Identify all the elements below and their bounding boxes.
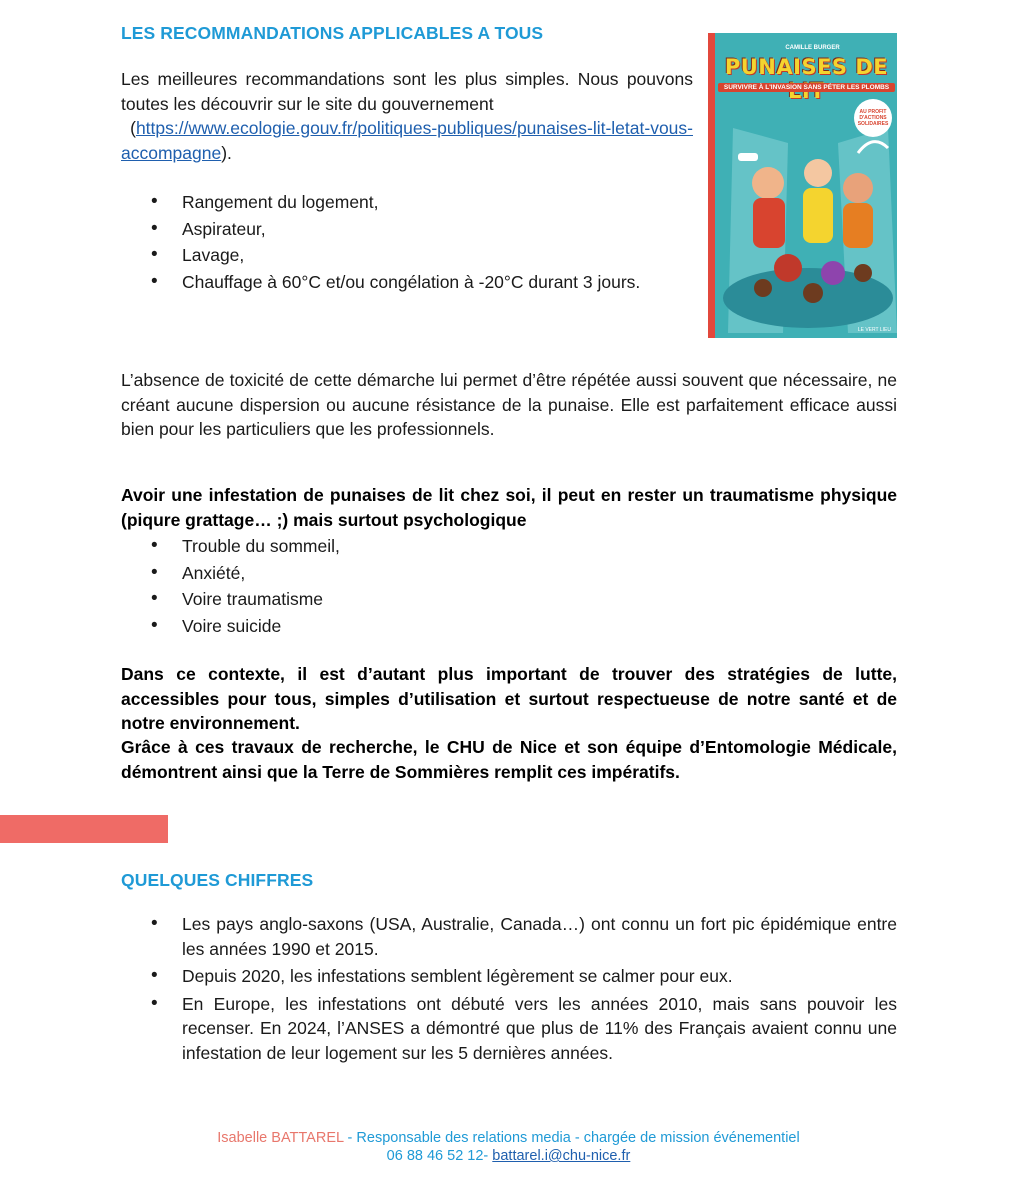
trauma-list — [121, 534, 897, 638]
list-item: • Trouble du sommeil, — [121, 534, 897, 559]
cover-badge: AU PROFIT D'ACTIONS SOLIDAIRES — [854, 99, 892, 137]
list-item: • Anxiété, — [121, 561, 897, 586]
list-item: • Voire traumatisme — [121, 587, 897, 612]
list-item: • Rangement du logement, — [121, 190, 693, 215]
list-item: • Chauffage à 60°C et/ou congélation à -20°C durant 3 jours. — [121, 270, 693, 295]
cover-author: CAMILLE BURGER — [785, 45, 840, 51]
research-paragraph: Grâce à ces travaux de recherche, le CHU de Nice et son équipe d’Entomologie Médicale, démontrent ainsi que la Terre de Sommières remplit ces impératifs. — [121, 737, 897, 782]
section-heading-recommendations: LES RECOMMANDATIONS APPLICABLES A TOUS — [121, 23, 544, 43]
list-item: • Voire suicide — [121, 614, 897, 639]
section-heading-figures: QUELQUES CHIFFRES — [121, 870, 314, 890]
toxicity-paragraph: L’absence de toxicité de cette démarche lui permet d’être répétée aussi souvent que nécessaire, ne créant aucune dispersion ou aucune résistance de la punaise. Elle est parfaitement efficace aussi bien pour les particuliers que les professionnels. — [121, 370, 897, 439]
footer-contact-line — [0, 1130, 1017, 1147]
cover-illustration — [708, 33, 897, 338]
cover-publisher: LE VERT LIEU — [857, 327, 891, 333]
list-item: • En Europe, les infestations ont débuté vers les années 2010, mais sans pouvoir les recenser. En 2024, l’ANSES a démontré que plus de 11% des Français avaient connu une infestation de leur logement sur les 5 dernières années. — [121, 992, 897, 1066]
book-cover-image — [708, 33, 897, 338]
footer-email-link[interactable]: battarel.i@chu-nice.fr — [492, 1148, 631, 1164]
link-open: ( — [130, 118, 136, 138]
cover-subtitle: SURVIVRE À L'INVASION SANS PÉTER LES PLOMBS — [718, 83, 895, 92]
intro-paragraph — [121, 67, 693, 165]
footer-phone-line — [0, 1148, 1017, 1165]
list-item: • Aspirateur, — [121, 217, 693, 242]
list-item: • Les pays anglo-saxons (USA, Australie, Canada…) ont connu un fort pic épidémique entre les années 1990 et 2015. — [121, 912, 897, 961]
intro-text: Les meilleures recommandations sont les plus simples. Nous pouvons toutes les découvrir sur le site du gouvernement — [121, 69, 693, 114]
accent-bar — [0, 815, 168, 843]
footer-phone: 06 88 46 52 12- — [386, 1148, 493, 1164]
context-paragraph: Dans ce contexte, il est d’autant plus important de trouver des stratégies de lutte, accessibles pour tous, simples d’utilisation et surtout respectueuse de notre santé et de notre environnement. — [121, 664, 897, 733]
infestation-intro: Avoir une infestation de punaises de lit chez soi, il peut en rester un traumatisme physique (piqure grattage… ;) mais surtout psychologique — [121, 485, 897, 530]
gouv-link[interactable]: https://www.ecologie.gouv.fr/politiques-publiques/punaises-lit-letat-vous-accompagne — [121, 118, 693, 163]
figures-list — [121, 912, 897, 1065]
list-item: • Depuis 2020, les infestations semblent légèrement se calmer pour eux. — [121, 964, 897, 989]
cover-title: PUNAISES DE — [724, 55, 889, 79]
footer-name: Isabelle BATTAREL — [217, 1130, 344, 1146]
footer-role: - Responsable des relations media - chargée de mission événementiel — [343, 1130, 800, 1146]
list-item: • Lavage, — [121, 243, 693, 268]
link-close: ). — [221, 142, 232, 163]
recommendations-list — [121, 190, 693, 294]
